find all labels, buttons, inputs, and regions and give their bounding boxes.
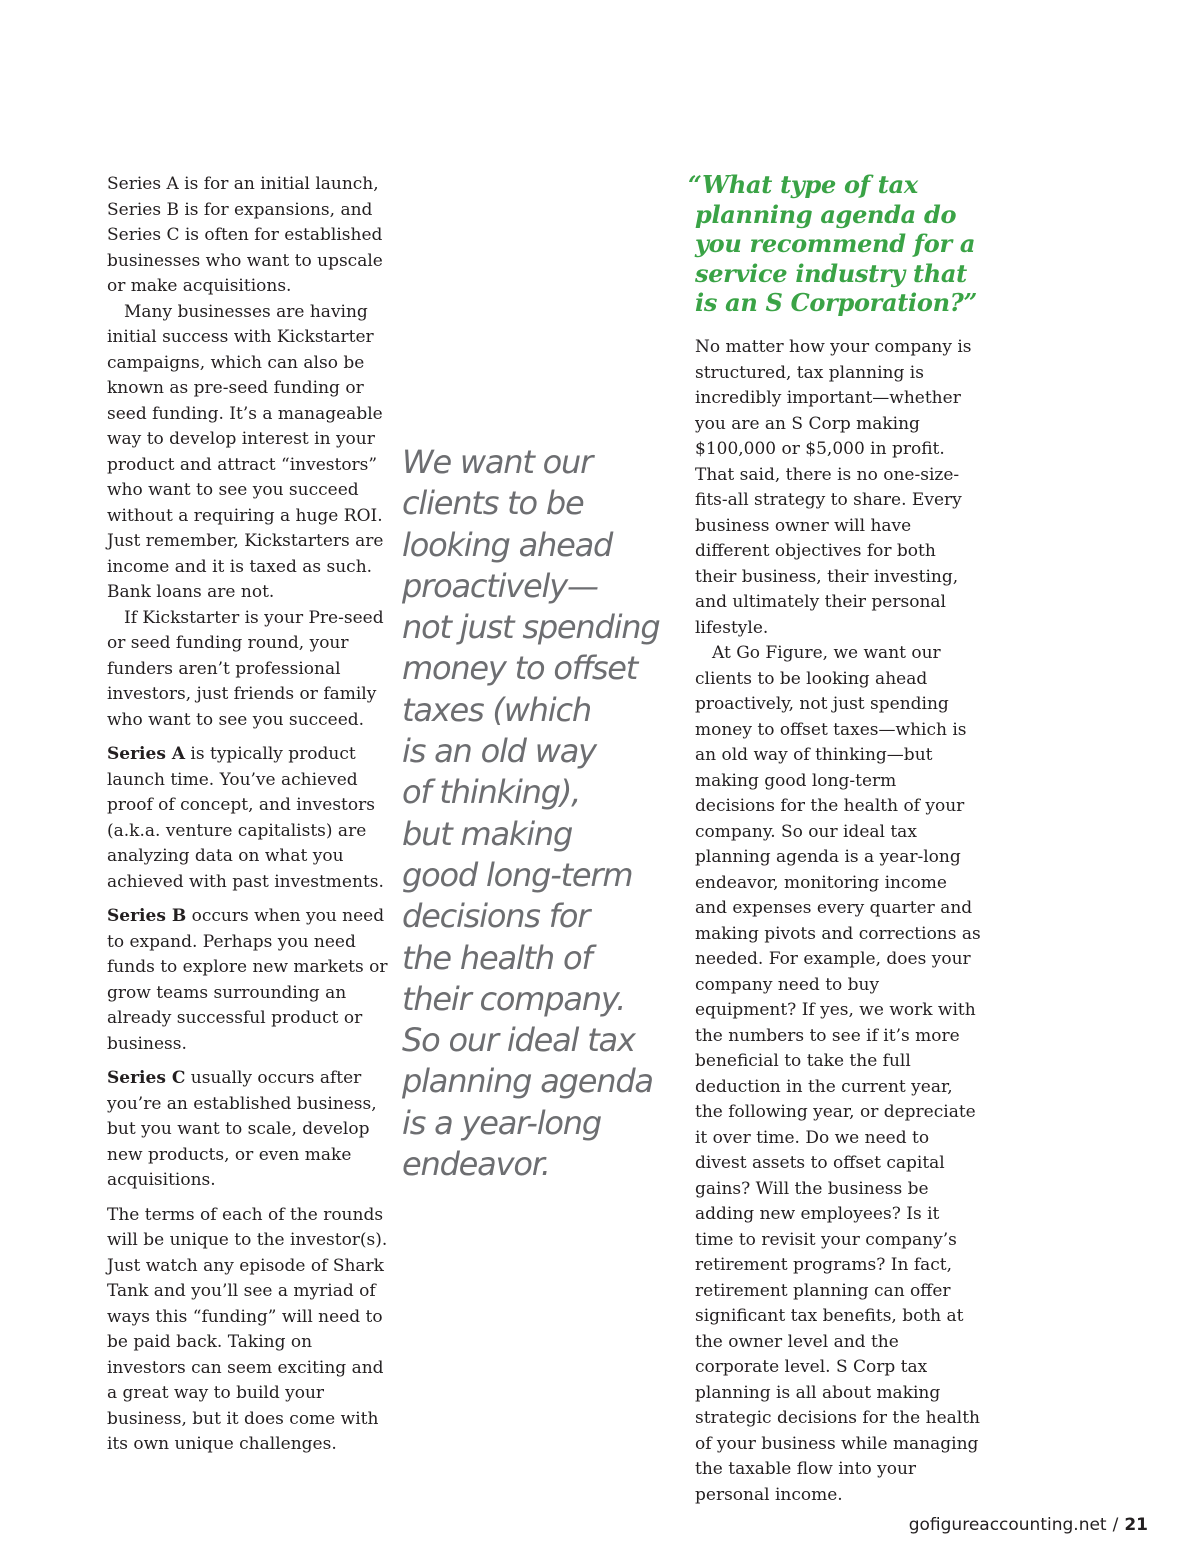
pull-quote-line: clients to be (402, 484, 584, 523)
pull-quote-line: is an old way (402, 732, 596, 771)
left-column (107, 172, 389, 1458)
pull-quote-line: endeavor. (402, 1145, 550, 1184)
footer-separator: / (1112, 1515, 1119, 1535)
pull-quote-line: the health of (402, 938, 592, 977)
terms-paragraph: The terms of each of the rounds will be unique to the investor(s). Just watch any episode of Shark Tank and you’ll see a myriad of ways this “funding” will need to be paid back. Taking on investors can seem exciting and a great way to build your business, but it does come with its own unique challenges. (107, 1204, 388, 1454)
pull-quote-line: money to offset (402, 649, 638, 688)
pull-quote-line: planning agenda (402, 1062, 653, 1101)
series-c-term: Series C (107, 1068, 186, 1088)
pull-quote-line: proactively— (402, 566, 598, 605)
pull-quote-line: not just spending (402, 608, 660, 647)
series-a-term: Series A (107, 744, 186, 764)
question-line: planning agenda do (695, 199, 957, 229)
pull-quote-line: their company. (402, 979, 626, 1018)
question-heading (688, 170, 988, 318)
question-line: you recommend for a (695, 229, 976, 258)
pull-quote (402, 442, 660, 1185)
series-b-term: Series B (107, 906, 187, 926)
intro-paragraph: Series A is for an initial launch, Series B is for expansions, and Series C is often for established businesses who want to upscale or make acquisitions. (107, 174, 383, 296)
question-line: “What type of tax (688, 170, 918, 199)
series-c-text: usually occurs after you’re an established business, but you want to scale, develop new products, or even make acquisitions. (107, 1068, 377, 1190)
series-a-paragraph (107, 742, 389, 895)
answer-paragraph-2: At Go Figure, we want our clients to be looking ahead proactively, not just spending money to offset taxes—which is an old way of thinking—but making good long-term decisions for the health of your company. So our ideal tax planning agenda is a year-long endeavor, monitoring income and expenses every quarter and making pivots and corrections as needed. For example, does your company need to buy equipment? If yes, we work with the numbers to see if it’s more beneficial to take the full deduction in the current year, the following year, or depreciate it over time. Do we need to divest assets to offset capital gains? Will the business be adding new employees? Is it time to revisit your company’s retirement programs? In fact, retirement planning can offer significant tax benefits, both at the owner level and the corporate level. S Corp tax planning is all about making strategic decisions for the health of your business while managing the taxable flow into your personal income. (695, 643, 981, 1505)
question-line: is an S Corporation?” (695, 288, 977, 317)
page-number: 21 (1124, 1515, 1148, 1535)
series-c-paragraph (107, 1066, 389, 1194)
pull-quote-line: is a year-long (402, 1103, 601, 1142)
question-line: service industry that (695, 258, 967, 288)
pull-quote-line: good long-term (402, 855, 633, 894)
pull-quote-line: but making (402, 814, 573, 853)
website-url: gofigureaccounting.net (908, 1515, 1107, 1535)
kickstarter-paragraph: Many businesses are having initial success with Kickstarter campaigns, which can also be known as pre-seed funding or seed funding. It’s a manageable way to develop interest in your product and attract “investors” who want to see you succeed without a requiring a huge ROI. Just remember, Kickstarters are income and it is taxed as such. Bank loans are not. (107, 301, 384, 602)
pull-quote-line: So our ideal tax (402, 1021, 635, 1060)
pull-quote-line: of thinking), (402, 773, 581, 812)
right-column (695, 335, 981, 1508)
series-a-text: is typically product launch time. You’ve achieved proof of concept, and investors (a.k.a. venture capitalists) are analyzing data on what you achieved with past investments. (107, 744, 384, 892)
series-b-paragraph (107, 904, 389, 1057)
answer-paragraph-1: No matter how your company is structured, tax planning is incredibly important—whether you are an S Corp making $100,000 or $5,000 in profit. That said, there is no one-size-fits-all strategy to share. Every business owner will have different objectives for both their business, their investing, and ultimately their personal lifestyle. (695, 337, 972, 638)
preseed-paragraph: If Kickstarter is your Pre-seed or seed funding round, your funders aren’t professional investors, just friends or family who want to see you succeed. (107, 607, 384, 730)
pull-quote-line: taxes (which (402, 690, 591, 729)
page-footer (909, 1515, 1148, 1535)
pull-quote-line: looking ahead (402, 525, 613, 564)
pull-quote-line: decisions for (402, 897, 590, 936)
pull-quote-line: We want our (402, 443, 593, 481)
series-b-text: occurs when you need to expand. Perhaps you need funds to explore new markets or grow teams surrounding an already successful product or business. (107, 906, 388, 1054)
